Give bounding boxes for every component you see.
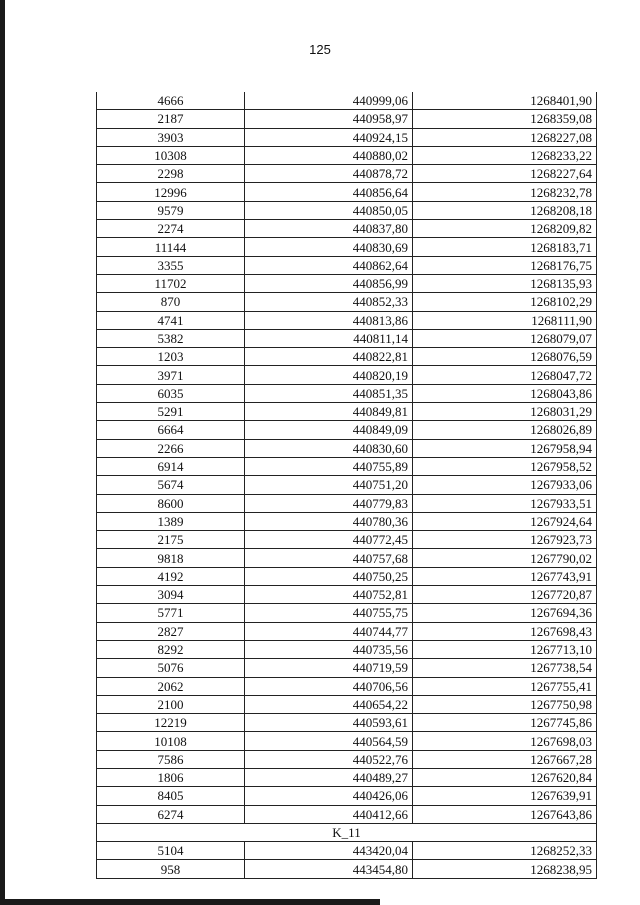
x-coordinate-cell: 440719,59 [245,659,413,677]
table-row [97,220,597,238]
x-coordinate-cell: 440772,45 [245,531,413,549]
point-number-cell: 4192 [97,567,245,585]
x-coordinate-cell: 440735,56 [245,640,413,658]
point-number-cell: 2298 [97,165,245,183]
table-row [97,750,597,768]
x-coordinate-cell: 440849,09 [245,421,413,439]
table-row [97,842,597,860]
x-coordinate-cell: 440820,19 [245,366,413,384]
section-label: K_11 [97,823,597,841]
y-coordinate-cell: 1268227,64 [413,165,597,183]
y-coordinate-cell: 1267698,03 [413,732,597,750]
point-number-cell: 2266 [97,439,245,457]
y-coordinate-cell: 1268232,78 [413,183,597,201]
table-row [97,146,597,164]
y-coordinate-cell: 1267620,84 [413,768,597,786]
y-coordinate-cell: 1267745,86 [413,714,597,732]
point-number-cell: 1389 [97,512,245,530]
point-number-cell: 2274 [97,220,245,238]
y-coordinate-cell: 1268176,75 [413,256,597,274]
y-coordinate-cell: 1268401,90 [413,92,597,110]
point-number-cell: 5382 [97,329,245,347]
table-row [97,659,597,677]
y-coordinate-cell: 1267639,91 [413,787,597,805]
x-coordinate-cell: 440752,81 [245,586,413,604]
point-number-cell: 10108 [97,732,245,750]
x-coordinate-cell: 440830,60 [245,439,413,457]
y-coordinate-cell: 1267755,41 [413,677,597,695]
y-coordinate-cell: 1268135,93 [413,274,597,292]
x-coordinate-cell: 440851,35 [245,384,413,402]
y-coordinate-cell: 1268031,29 [413,403,597,421]
x-coordinate-cell: 440779,83 [245,494,413,512]
x-coordinate-cell: 440780,36 [245,512,413,530]
x-coordinate-cell: 440850,05 [245,201,413,219]
y-coordinate-cell: 1268079,07 [413,329,597,347]
x-coordinate-cell: 440837,80 [245,220,413,238]
point-number-cell: 6914 [97,457,245,475]
point-number-cell: 6274 [97,805,245,823]
point-number-cell: 3355 [97,256,245,274]
y-coordinate-cell: 1267958,52 [413,457,597,475]
x-coordinate-cell: 440813,86 [245,311,413,329]
table-row [97,421,597,439]
point-number-cell: 11144 [97,238,245,256]
x-coordinate-cell: 440755,75 [245,604,413,622]
table-row [97,439,597,457]
point-number-cell: 2062 [97,677,245,695]
x-coordinate-cell: 440830,69 [245,238,413,256]
point-number-cell: 5771 [97,604,245,622]
x-coordinate-cell: 440744,77 [245,622,413,640]
table-row [97,329,597,347]
point-number-cell: 1203 [97,348,245,366]
scan-edge-bottom [0,899,380,905]
y-coordinate-cell: 1267924,64 [413,512,597,530]
x-coordinate-cell: 440522,76 [245,750,413,768]
point-number-cell: 6664 [97,421,245,439]
point-number-cell: 3971 [97,366,245,384]
point-number-cell: 3094 [97,586,245,604]
section-header-row [97,823,597,841]
table-row [97,604,597,622]
table-body [97,92,597,878]
table-row [97,622,597,640]
point-number-cell: 8600 [97,494,245,512]
y-coordinate-cell: 1268047,72 [413,366,597,384]
x-coordinate-cell: 440924,15 [245,128,413,146]
y-coordinate-cell: 1268183,71 [413,238,597,256]
x-coordinate-cell: 440856,99 [245,274,413,292]
y-coordinate-cell: 1267923,73 [413,531,597,549]
y-coordinate-cell: 1267667,28 [413,750,597,768]
point-number-cell: 7586 [97,750,245,768]
x-coordinate-cell: 440822,81 [245,348,413,366]
point-number-cell: 958 [97,860,245,878]
x-coordinate-cell: 440811,14 [245,329,413,347]
table-row [97,274,597,292]
y-coordinate-cell: 1268102,29 [413,293,597,311]
scan-edge-left [0,0,5,905]
x-coordinate-cell: 440706,56 [245,677,413,695]
y-coordinate-cell: 1267750,98 [413,695,597,713]
x-coordinate-cell: 440856,64 [245,183,413,201]
table-row [97,476,597,494]
table-row [97,384,597,402]
y-coordinate-cell: 1268209,82 [413,220,597,238]
table-row [97,165,597,183]
x-coordinate-cell: 440757,68 [245,549,413,567]
table-row [97,366,597,384]
point-number-cell: 12219 [97,714,245,732]
y-coordinate-cell: 1267738,54 [413,659,597,677]
table-row [97,256,597,274]
y-coordinate-cell: 1268233,22 [413,146,597,164]
point-number-cell: 8405 [97,787,245,805]
x-coordinate-cell: 440958,97 [245,110,413,128]
point-number-cell: 10308 [97,146,245,164]
y-coordinate-cell: 1267713,10 [413,640,597,658]
point-number-cell: 5104 [97,842,245,860]
y-coordinate-cell: 1267698,43 [413,622,597,640]
x-coordinate-cell: 440426,06 [245,787,413,805]
table-row [97,92,597,110]
table-row [97,457,597,475]
y-coordinate-cell: 1268043,86 [413,384,597,402]
y-coordinate-cell: 1268111,90 [413,311,597,329]
y-coordinate-cell: 1267933,51 [413,494,597,512]
point-number-cell: 12996 [97,183,245,201]
table-row [97,549,597,567]
x-coordinate-cell: 440564,59 [245,732,413,750]
y-coordinate-cell: 1268026,89 [413,421,597,439]
y-coordinate-cell: 1268252,33 [413,842,597,860]
point-number-cell: 2175 [97,531,245,549]
table-row [97,110,597,128]
y-coordinate-cell: 1267743,91 [413,567,597,585]
table-row [97,183,597,201]
table-row [97,311,597,329]
x-coordinate-cell: 440999,06 [245,92,413,110]
x-coordinate-cell: 440750,25 [245,567,413,585]
table-row [97,403,597,421]
table-row [97,494,597,512]
x-coordinate-cell: 440849,81 [245,403,413,421]
x-coordinate-cell: 440880,02 [245,146,413,164]
coordinates-table [96,92,597,879]
x-coordinate-cell: 440751,20 [245,476,413,494]
point-number-cell: 2100 [97,695,245,713]
table-row [97,714,597,732]
y-coordinate-cell: 1267933,06 [413,476,597,494]
point-number-cell: 5674 [97,476,245,494]
y-coordinate-cell: 1267958,94 [413,439,597,457]
y-coordinate-cell: 1268359,08 [413,110,597,128]
point-number-cell: 870 [97,293,245,311]
x-coordinate-cell: 440412,66 [245,805,413,823]
point-number-cell: 2187 [97,110,245,128]
point-number-cell: 4666 [97,92,245,110]
y-coordinate-cell: 1268076,59 [413,348,597,366]
point-number-cell: 8292 [97,640,245,658]
table-row [97,640,597,658]
x-coordinate-cell: 440862,64 [245,256,413,274]
table-row [97,695,597,713]
point-number-cell: 11702 [97,274,245,292]
y-coordinate-cell: 1267790,02 [413,549,597,567]
y-coordinate-cell: 1267694,36 [413,604,597,622]
table-row [97,348,597,366]
point-number-cell: 5076 [97,659,245,677]
x-coordinate-cell: 440755,89 [245,457,413,475]
table-row [97,567,597,585]
table-row [97,238,597,256]
y-coordinate-cell: 1267643,86 [413,805,597,823]
y-coordinate-cell: 1268238,95 [413,860,597,878]
table-row [97,787,597,805]
table-row [97,531,597,549]
table-row [97,677,597,695]
point-number-cell: 6035 [97,384,245,402]
x-coordinate-cell: 440489,27 [245,768,413,786]
page-number: 125 [309,42,331,57]
y-coordinate-cell: 1267720,87 [413,586,597,604]
table-row [97,293,597,311]
point-number-cell: 1806 [97,768,245,786]
table-row [97,512,597,530]
x-coordinate-cell: 440878,72 [245,165,413,183]
point-number-cell: 9818 [97,549,245,567]
x-coordinate-cell: 440654,22 [245,695,413,713]
table-row [97,860,597,878]
point-number-cell: 2827 [97,622,245,640]
y-coordinate-cell: 1268208,18 [413,201,597,219]
x-coordinate-cell: 443454,80 [245,860,413,878]
x-coordinate-cell: 443420,04 [245,842,413,860]
x-coordinate-cell: 440593,61 [245,714,413,732]
table-row [97,128,597,146]
point-number-cell: 4741 [97,311,245,329]
point-number-cell: 9579 [97,201,245,219]
table-row [97,732,597,750]
point-number-cell: 3903 [97,128,245,146]
table-row [97,201,597,219]
table-row [97,805,597,823]
table-row [97,586,597,604]
y-coordinate-cell: 1268227,08 [413,128,597,146]
x-coordinate-cell: 440852,33 [245,293,413,311]
point-number-cell: 5291 [97,403,245,421]
table-row [97,768,597,786]
